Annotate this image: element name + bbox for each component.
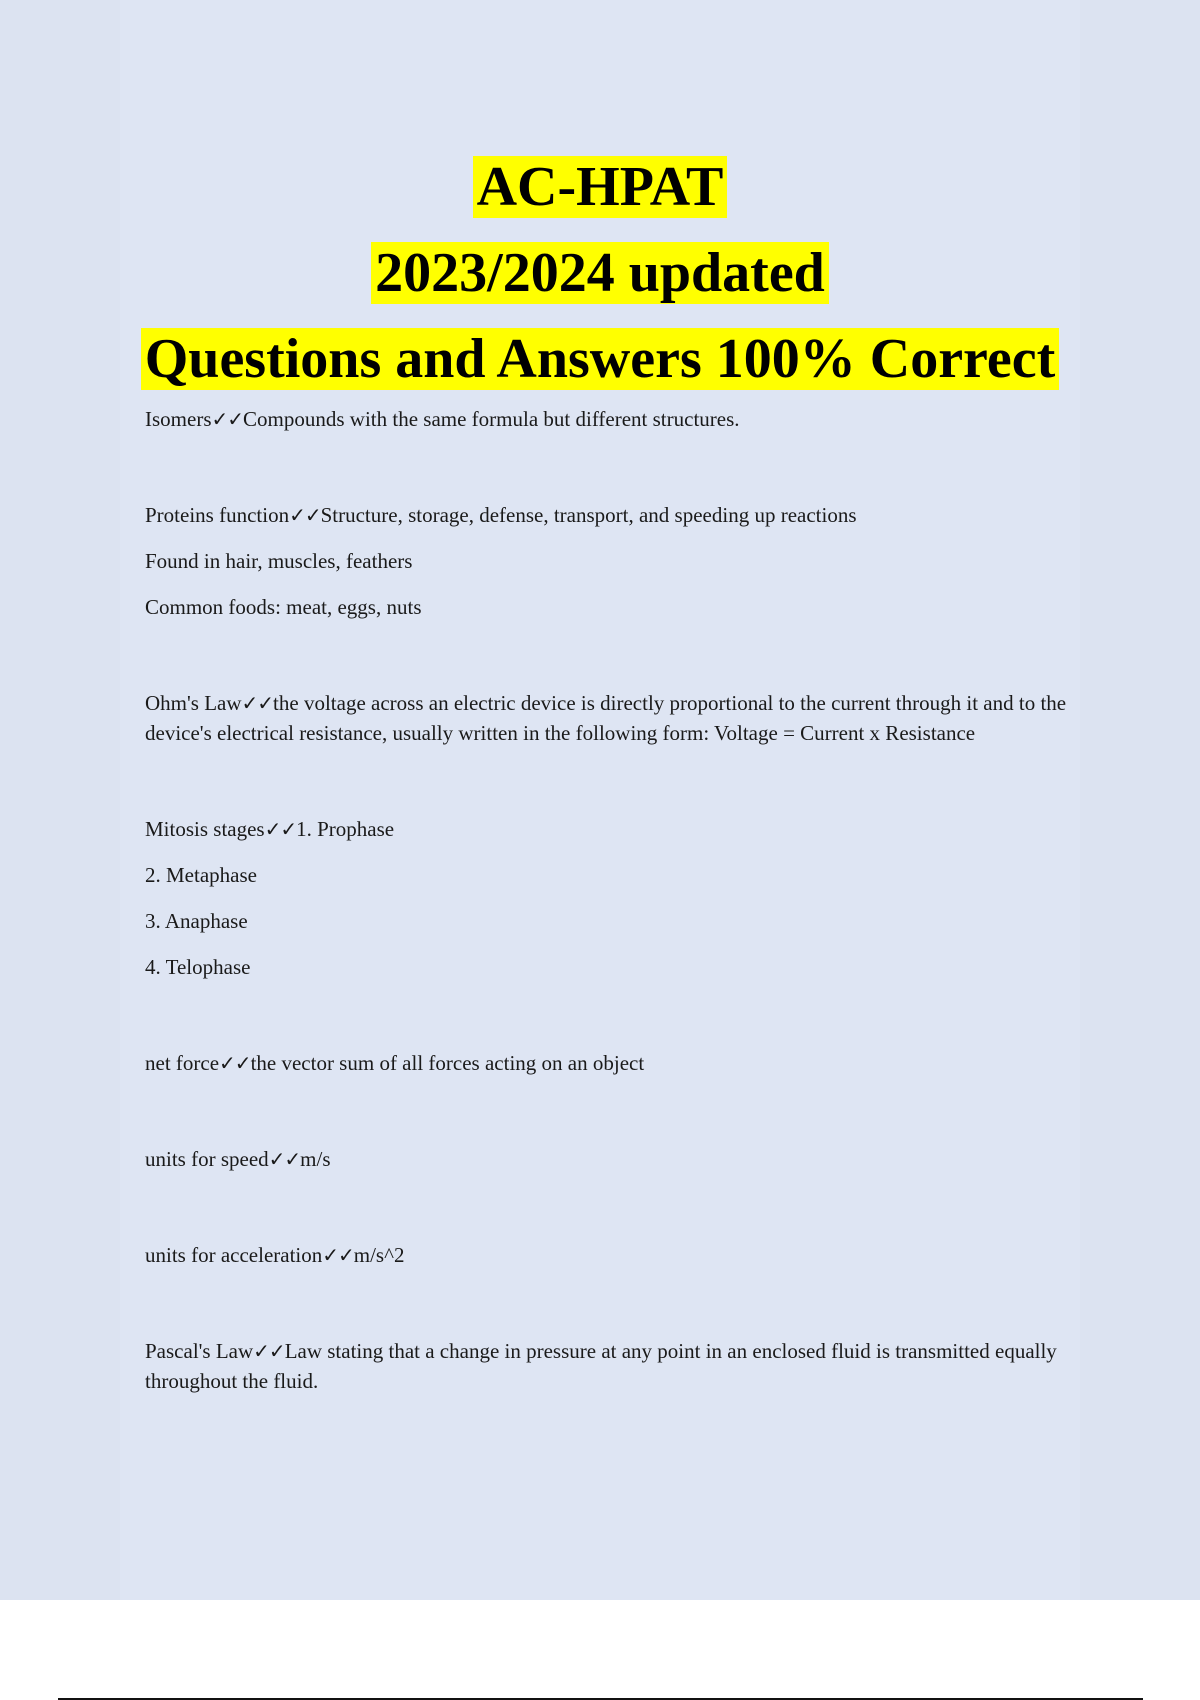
qa-term: Proteins function: [145, 503, 290, 527]
qa-answer: m/s: [300, 1147, 331, 1171]
qa-term: net force: [145, 1051, 220, 1075]
qa-term: Ohm's Law: [145, 691, 242, 715]
document-title: [0, 144, 1200, 402]
title-text-2: 2023/2024 updated: [371, 242, 829, 304]
qa-extra-line: 2. Metaphase: [145, 863, 257, 887]
double-check-icon: ✓✓: [253, 1339, 285, 1363]
qa-entry-isomers: [145, 404, 1095, 434]
qa-answer: Law stating that a change in pressure at any point in an enclosed fluid is transmitted equally throughout the fluid.: [145, 1339, 1057, 1393]
qa-term: Isomers: [145, 407, 212, 431]
qa-line: [145, 1048, 1095, 1078]
qa-answer: Structure, storage, defense, transport, and speeding up reactions: [320, 503, 857, 527]
qa-line: [145, 1144, 1095, 1174]
double-check-icon: ✓✓: [211, 407, 244, 431]
qa-entry-units-speed: [145, 1144, 1095, 1174]
double-check-icon: ✓✓: [289, 503, 321, 527]
qa-line: [145, 1336, 1095, 1396]
qa-content: [145, 404, 1095, 1396]
double-check-icon: ✓✓: [268, 1147, 301, 1171]
double-check-icon: ✓✓: [241, 691, 274, 715]
qa-term: Mitosis stages: [145, 817, 265, 841]
double-check-icon: ✓✓: [322, 1243, 354, 1267]
qa-extra-line: Found in hair, muscles, feathers: [145, 549, 413, 573]
qa-line: [145, 688, 1095, 748]
qa-line: [145, 500, 1095, 530]
qa-answer: 1. Prophase: [296, 817, 395, 841]
double-check-icon: ✓✓: [219, 1051, 251, 1075]
qa-line: [145, 814, 1095, 844]
qa-entry-pascals-law: [145, 1336, 1095, 1396]
double-check-icon: ✓✓: [264, 817, 297, 841]
qa-answer: Compounds with the same formula but different structures.: [243, 407, 740, 431]
qa-entry-proteins: [145, 500, 1095, 622]
qa-answer: m/s^2: [353, 1243, 405, 1267]
title-line-2: [0, 230, 1200, 316]
qa-term: units for acceleration: [145, 1243, 323, 1267]
qa-entry-mitosis: [145, 814, 1095, 982]
qa-extra-line: 4. Telophase: [145, 955, 251, 979]
qa-extra-line: 3. Anaphase: [145, 909, 248, 933]
qa-term: units for speed: [145, 1147, 269, 1171]
qa-entry-ohms-law: [145, 688, 1095, 748]
qa-answer: the voltage across an electric device is directly proportional to the current through it and to the device's electrical resistance, usually written in the following form: Voltage = Current x Resistance: [145, 691, 1067, 745]
qa-answer: the vector sum of all forces acting on an object: [250, 1051, 645, 1075]
qa-line: [145, 1240, 1095, 1270]
qa-extra-line: Common foods: meat, eggs, nuts: [145, 595, 422, 619]
qa-entry-net-force: [145, 1048, 1095, 1078]
qa-term: Pascal's Law: [145, 1339, 254, 1363]
qa-line: [145, 404, 1095, 434]
title-text-3: Questions and Answers 100% Correct: [141, 328, 1060, 390]
title-line-3: [0, 316, 1200, 402]
qa-entry-units-acceleration: [145, 1240, 1095, 1270]
title-line-1: [0, 144, 1200, 230]
title-text-1: AC-HPAT: [473, 156, 728, 218]
